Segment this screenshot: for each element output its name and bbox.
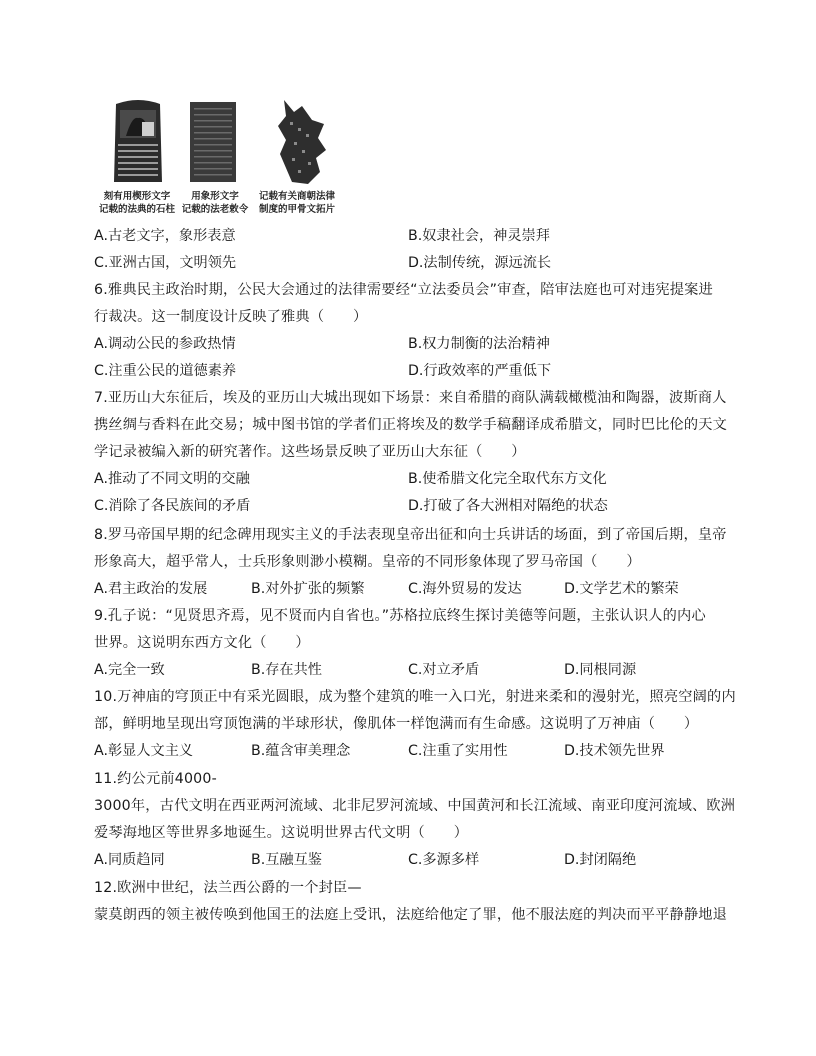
q10-option-c: C.注重了实用性 bbox=[408, 743, 508, 759]
q11-option-c: C.多源多样 bbox=[408, 852, 480, 868]
q10-stem-line1: 10.万神庙的穹顶正中有采光圆眼，成为整个建筑的唯一入口光，射进来柔和的漫射光，照亮空阔的内 bbox=[94, 689, 736, 705]
q5-option-c: C.亚洲古国，文明领先 bbox=[94, 255, 237, 271]
q9-stem-line1: 9.孔子说：“见贤思齐焉，见不贤而内自省也。”苏格拉底终生探讨美德等问题，主张认识人的内心 bbox=[94, 608, 706, 624]
q10-option-b: B.蕴含审美理念 bbox=[251, 743, 351, 759]
q7-stem-line2: 携丝绸与香料在此交易；城中图书馆的学者们正将埃及的数学手稿翻译成希腊文，同时巴比伦的天文 bbox=[94, 417, 728, 433]
q11-option-d: D.封闭隔绝 bbox=[564, 852, 637, 868]
q7-option-c: C.消除了各民族间的矛盾 bbox=[94, 498, 251, 514]
q12-stem-line2: 蒙莫朗西的领主被传唤到他国王的法庭上受讯，法庭给他定了罪，他不服法庭的判决而平平静静地退 bbox=[94, 907, 728, 923]
q5-option-d: D.法制传统，源远流长 bbox=[408, 255, 552, 271]
q10-option-d: D.技术领先世界 bbox=[564, 743, 665, 759]
q6-stem-line2: 行裁决。这一制度设计反映了雅典（ ） bbox=[94, 309, 368, 325]
q12-stem-line1: 12.欧洲中世纪，法兰西公爵的一个封臣— bbox=[94, 880, 362, 896]
q10-stem-line2: 部，鲜明地呈现出穹顶饱满的半球形状，像肌体一样饱满而有生命感。这说明了万神庙（ ） bbox=[94, 716, 699, 732]
q7-option-b: B.使希腊文化完全取代东方文化 bbox=[408, 471, 607, 487]
papyrus-caption-line2: 记载的法老敕令 bbox=[181, 204, 249, 215]
q7-stem-line3: 学记录被编入新的研究著作。这些场景反映了亚历山大东征（ ） bbox=[94, 444, 526, 460]
q8-option-b: B.对外扩张的频繁 bbox=[251, 581, 365, 597]
q6-stem-line1: 6.雅典民主政治时期，公民大会通过的法律需要经“立法委员会”审查，陪审法庭也可对违宪提案进 bbox=[94, 282, 713, 298]
q9-option-a: A.完全一致 bbox=[94, 662, 165, 678]
stele-figure bbox=[102, 98, 174, 186]
q11-option-a: A.同质趋同 bbox=[94, 852, 165, 868]
q9-option-c: C.对立矛盾 bbox=[408, 662, 480, 678]
oracle-bone-figure bbox=[272, 98, 332, 186]
q11-option-b: B.互融互鉴 bbox=[251, 852, 322, 868]
q9-option-d: D.同根同源 bbox=[564, 662, 637, 678]
papyrus-caption bbox=[180, 190, 250, 216]
q6-option-c: C.注重公民的道德素养 bbox=[94, 363, 237, 379]
q8-option-a: A.君主政治的发展 bbox=[94, 581, 208, 597]
stele-image bbox=[102, 98, 174, 186]
papyrus-caption-line1: 用象形文字 bbox=[191, 191, 239, 202]
q11-stem-line1: 11.约公元前4000- bbox=[94, 771, 217, 787]
stele-caption-line2: 记载的法典的石柱 bbox=[98, 204, 175, 215]
q8-option-c: C.海外贸易的发达 bbox=[408, 581, 522, 597]
q7-stem-line1: 7.亚历山大东征后，埃及的亚历山大城出现如下场景：来自希腊的商队满载橄榄油和陶器，波斯商人 bbox=[94, 390, 727, 406]
q7-option-a: A.推动了不同文明的交融 bbox=[94, 471, 250, 487]
q8-stem-line2: 形象高大，超乎常人，士兵形象则渺小模糊。皇帝的不同形象体现了罗马帝国（ ） bbox=[94, 554, 641, 570]
q5-option-a: A.古老文字，象形表意 bbox=[94, 228, 236, 244]
oracle-bone-caption-line1: 记载有关商朝法律 bbox=[258, 191, 335, 202]
oracle-bone-caption bbox=[252, 190, 342, 216]
q11-stem-line3: 爱琴海地区等世界多地诞生。这说明世界古代文明（ ） bbox=[94, 825, 469, 841]
q10-option-a: A.彰显人文主义 bbox=[94, 743, 194, 759]
q6-option-b: B.权力制衡的法治精神 bbox=[408, 336, 550, 352]
stele-caption bbox=[92, 190, 182, 216]
q5-option-b: B.奴隶社会，神灵崇拜 bbox=[408, 228, 550, 244]
oracle-bone-caption-line2: 制度的甲骨文拓片 bbox=[258, 204, 335, 215]
q9-stem-line2: 世界。这说明东西方文化（ ） bbox=[94, 635, 310, 651]
papyrus-figure bbox=[188, 98, 238, 186]
q8-stem-line1: 8.罗马帝国早期的纪念碑用现实主义的手法表现皇帝出征和向士兵讲话的场面，到了帝国后期，皇帝 bbox=[94, 527, 727, 543]
q9-option-b: B.存在共性 bbox=[251, 662, 322, 678]
q8-option-d: D.文学艺术的繁荣 bbox=[564, 581, 679, 597]
q6-option-a: A.调动公民的参政热情 bbox=[94, 336, 236, 352]
oracle-bone-rubbing-image bbox=[272, 98, 332, 186]
q7-option-d: D.打破了各大洲相对隔绝的状态 bbox=[408, 498, 608, 514]
stele-caption-line1: 刻有用楔形文字 bbox=[103, 191, 171, 202]
papyrus-image bbox=[188, 98, 238, 186]
q6-option-d: D.行政效率的严重低下 bbox=[408, 363, 552, 379]
q11-stem-line2: 3000年，古代文明在西亚两河流域、北非尼罗河流域、中国黄河和长江流域、南亚印度河流域、欧洲 bbox=[94, 798, 736, 814]
